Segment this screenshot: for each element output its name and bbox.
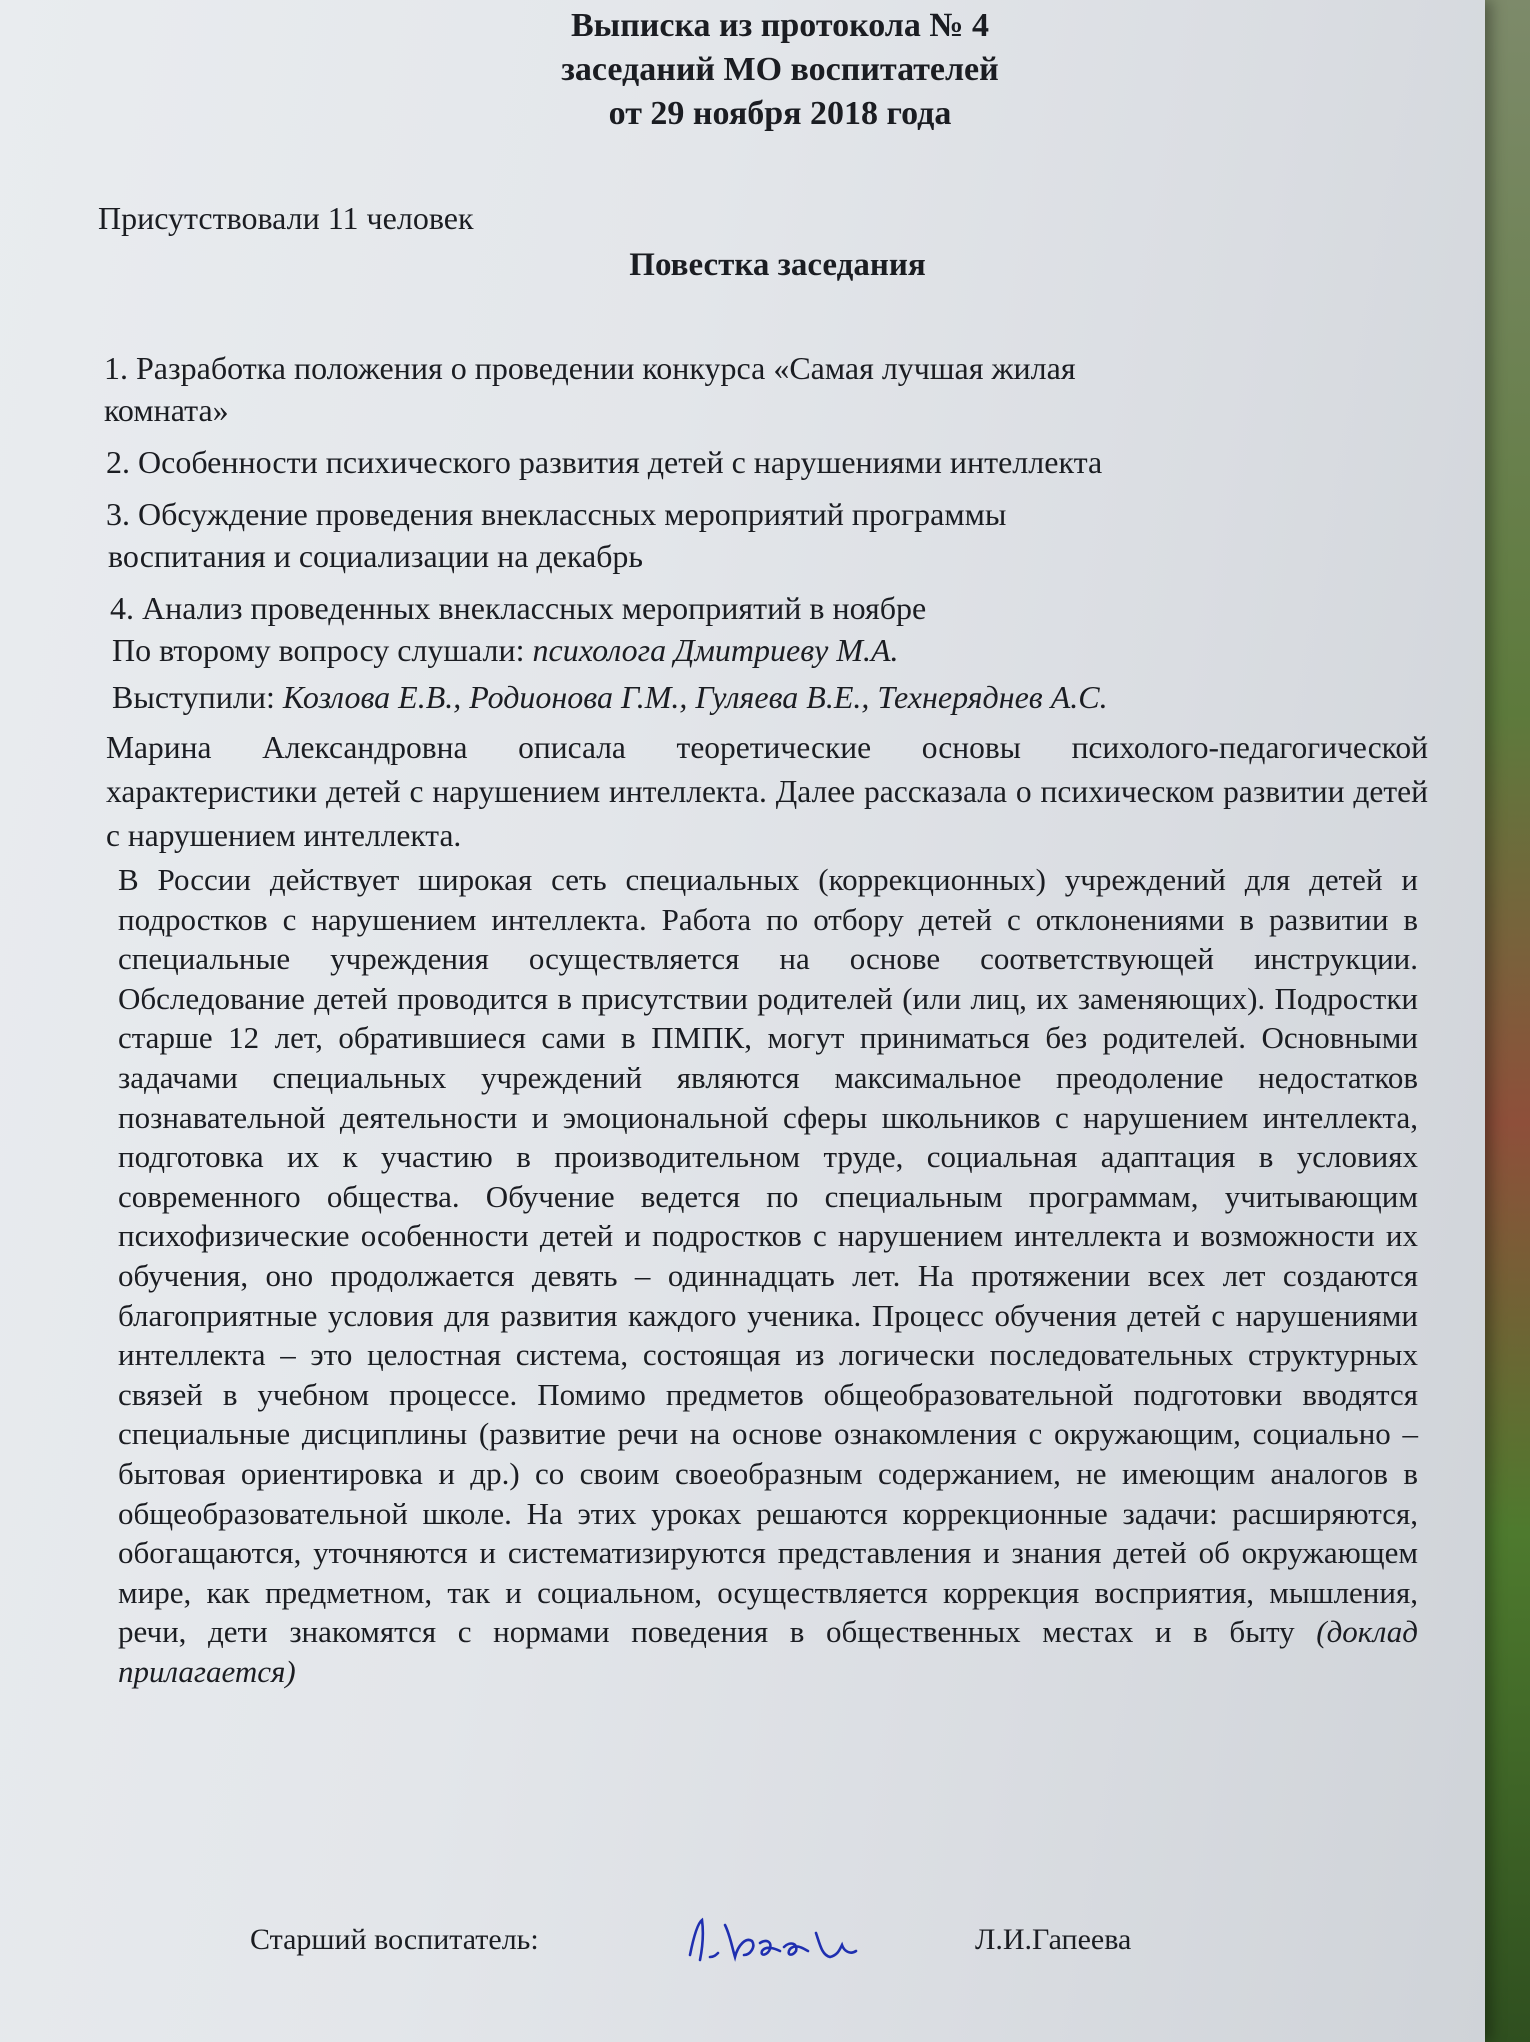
agenda-item-3: 3. Обсуждение проведения внеклассных мероприятий программы: [106, 496, 1007, 532]
agenda-item-3-cont: воспитания и социализации на декабрь: [108, 538, 644, 574]
signature-name: Л.И.Гапеева: [975, 1923, 1132, 1956]
attendance-line: Присутствовали 11 человек: [98, 200, 474, 236]
heard-name: психолога Дмитриеву М.А.: [532, 632, 899, 668]
agenda-title: Повестка заседания: [629, 247, 926, 283]
agenda-item-4: 4. Анализ проведенных внеклассных мероприятий в ноябре: [110, 590, 927, 626]
report-text: В России действует широкая сеть специальных (коррекционных) учреждений для детей и подростков с нарушением интеллекта. Работа по отбору детей с отклонениями в развитии в специальные учреждения осуществляется на основе соответствующей инструкции. Обследование детей проводится в присутствии родителей (или лиц, их заменяющих). Подростки старше 12 лет, обратившиеся сами в ПМПК, могут приниматься без родителей. Основными задачами специальных учреждений являются максимальное преодоление недостатков познавательной деятельности и эмоциональной сферы школьников с нарушением интеллекта, подготовка их к участию в производительном труде, социальная адаптация в условиях современного общества. Обучение ведется по специальным программам, учитывающим психофизические особенности детей и подростков с нарушением интеллекта и возможности их обучения, оно продолжается девять – одиннадцать лет. На протяжении всех лет создаются благоприятные условия для развития каждого ученика. Процесс обучения детей с нарушениями интеллекта – это целостная система, состоящая из логически последовательных структурных связей в учебном процессе. Помимо предметов общеобразовательной подготовки вводятся специальные дисциплины (развитие речи на основе ознакомления с окружающим, социально – бытовая ориентировка и др.) со своим своеобразным содержанием, не имеющим аналогов в общеобразовательной школе. На этих уроках решаются коррекционные задачи: расширяются, обогащаются, уточняются и систематизируются представления и знания детей об окружающем мире, как предметном, так и социальном, осуществляется коррекция восприятия, мышления, речи, дети знакомятся с нормами поведения в общественных местах и в быту: [118, 862, 1418, 1650]
report-attachment-note: (доклад прилагается): [118, 1614, 1418, 1689]
document-header: [0, 4, 1530, 136]
speakers-names: Козлова Е.В., Родионова Г.М., Гуляева В.Е., Технеряднев А.С.: [282, 679, 1108, 715]
paragraph-speaker-summary: Марина Александровна описала теоретические основы психолого-педагогической характеристики детей с нарушением интеллекта. Далее рассказала о психическом развитии детей с нарушением интеллекта.: [106, 730, 1428, 853]
signature-role: Старший воспитатель:: [250, 1923, 539, 1956]
agenda-item-2: 2. Особенности психического развития детей с нарушениями интеллекта: [106, 444, 1103, 480]
heard-line: [112, 630, 899, 670]
paragraph-report-text: [118, 860, 1418, 1691]
heard-label: По второму вопросу слушали:: [112, 632, 533, 668]
header-title-line-3: от 29 ноября 2018 года: [608, 95, 952, 132]
header-title-line-2: заседаний МО воспитателей: [561, 51, 999, 88]
agenda-item-1-cont: комната»: [104, 392, 229, 428]
agenda-item-1: 1. Разработка положения о проведении конкурса «Самая лучшая жилая: [104, 350, 1076, 386]
header-title-line-1: Выписка из протокола № 4: [570, 7, 990, 44]
handwritten-signature: [680, 1905, 880, 1975]
speakers-line: [112, 677, 1108, 717]
speakers-label: Выступили:: [112, 679, 283, 715]
